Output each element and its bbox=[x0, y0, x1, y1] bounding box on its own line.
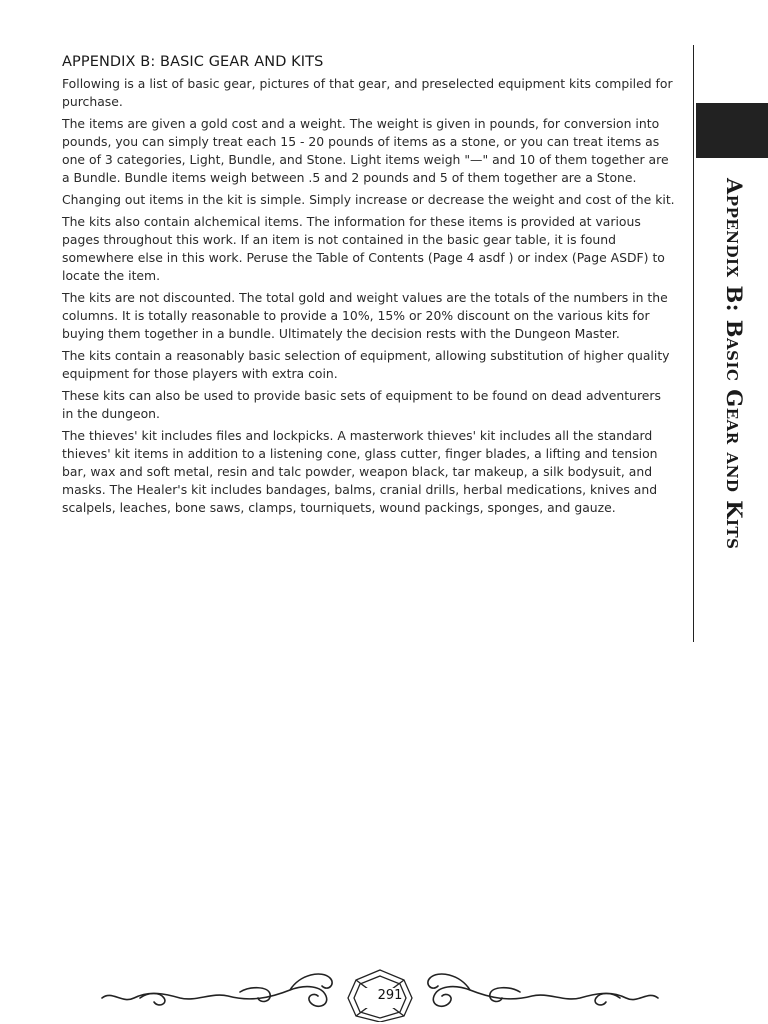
paragraph-alchemical: The kits also contain alchemical items. The information for these items is provided at various pages throughout this work. If an item is not contained in the basic gear table, it is found somewhere else in this work. Peruse the Table of Contents (Page 4 asdf ) or index (Page ASDF) to locate the item. bbox=[62, 214, 665, 283]
page-number: 291 bbox=[377, 988, 403, 1003]
paragraph-dungeon: These kits can also be used to provide basic sets of equipment to be found on dead adventurers in the dungeon. bbox=[62, 388, 661, 421]
paragraph-changing-kits: Changing out items in the kit is simple. Simply increase or decrease the weight and cost of the kit. bbox=[62, 192, 675, 207]
chapter-tab bbox=[696, 103, 768, 158]
appendix-heading: APPENDIX B: BASIC GEAR AND KITS bbox=[62, 54, 324, 70]
page-content bbox=[62, 54, 676, 521]
margin-rule bbox=[693, 45, 694, 642]
paragraph-weights: The items are given a gold cost and a weight. The weight is given in pounds, for conversion into pounds, you can simply treat each 15 - 20 pounds of items as a stone, or you can treat items as one of 3 categories, Light, Bundle, and Stone. Light items weigh "—" and 10 of them together are a Bundle. Bundle items weigh between .5 and 2 pounds and 5 of them together are a Stone. bbox=[62, 116, 669, 185]
left-flourish-icon bbox=[102, 987, 327, 1007]
paragraph-intro: Following is a list of basic gear, pictures of that gear, and preselected equipment kits compiled for purchase. bbox=[62, 76, 673, 109]
paragraph-selection: The kits contain a reasonably basic selection of equipment, allowing substitution of higher quality equipment for those players with extra coin. bbox=[62, 348, 670, 381]
paragraph-discounts: The kits are not discounted. The total gold and weight values are the totals of the numbers in the columns. It is totally reasonable to provide a 10%, 15% or 20% discount on the various kits for buying them together in a bundle. Ultimately the decision rests with the Dungeon Master. bbox=[62, 290, 668, 341]
side-chapter-title: Appendix B: Basic Gear and Kits bbox=[722, 178, 747, 550]
paragraph-thieves-healers: The thieves' kit includes files and lockpicks. A masterwork thieves' kit includes all the standard thieves' kit items in addition to a listening cone, glass cutter, finger blades, a lifting and tension bar, wax and soft metal, resin and talc powder, weapon black, tar makeup, a silk bodysuit, and masks. The Healer's kit includes bandages, balms, cranial drills, herbal medications, knives and scalpels, leaches, bone saws, clamps, tourniquets, wound packings, sponges, and gauze. bbox=[62, 428, 658, 515]
right-flourish-icon bbox=[433, 987, 658, 1007]
